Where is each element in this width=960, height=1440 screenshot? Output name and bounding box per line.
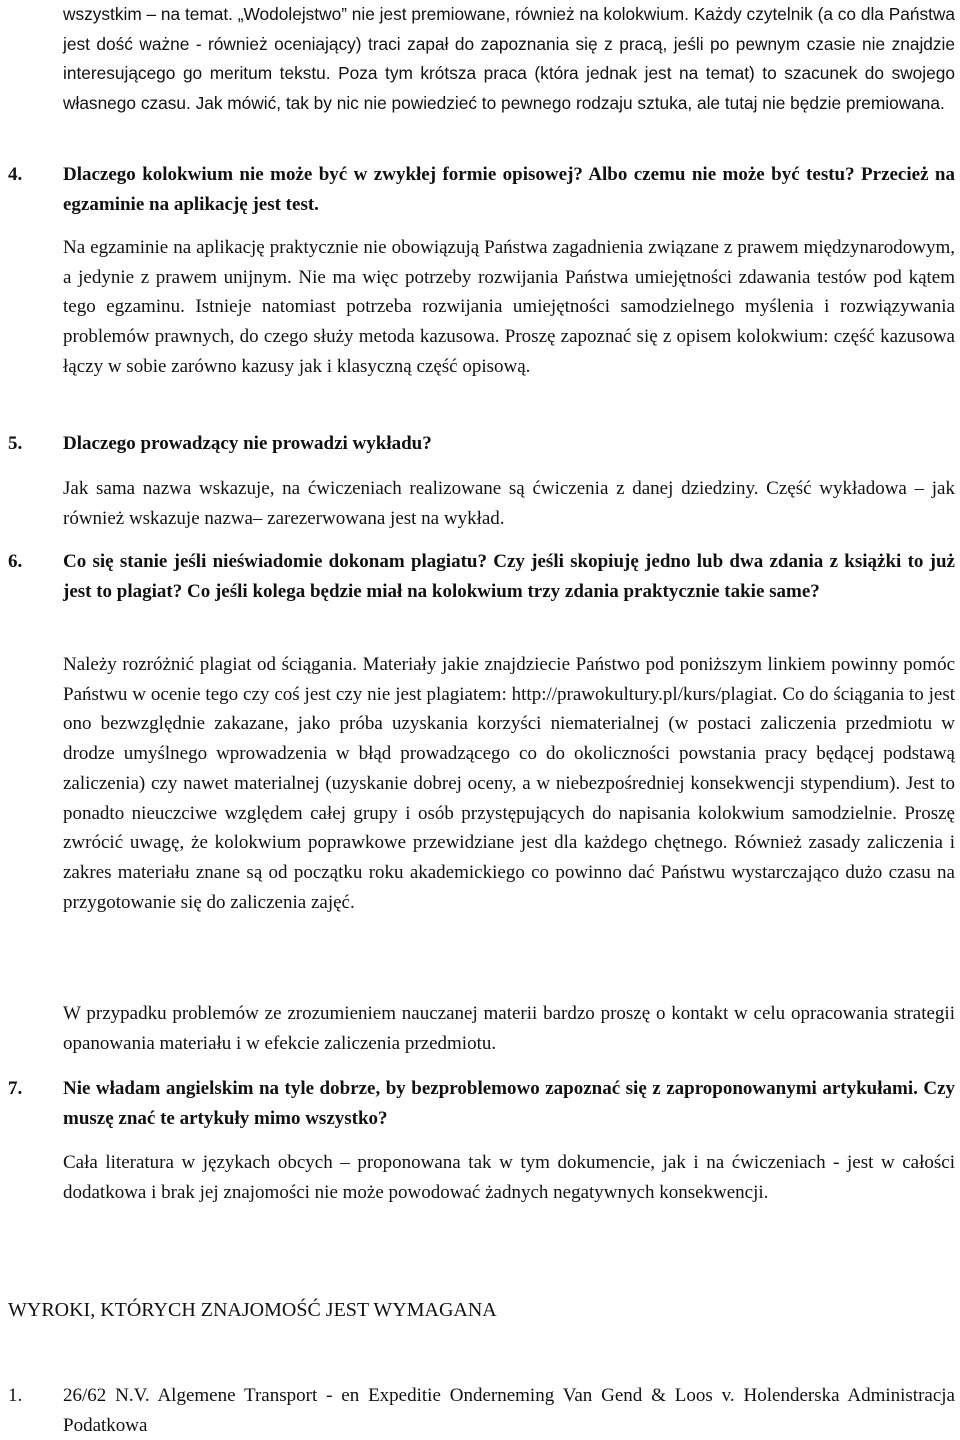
item-number: 5. xyxy=(8,433,23,454)
item-question: Dlaczego prowadzący nie prowadzi wykładu? xyxy=(63,433,432,454)
item-question: Nie władam angielskim na tyle dobrze, by bezproblemowo zapoznać się z zaproponowanymi artykułami. Czy muszę znać te artykuły mimo wszystko? xyxy=(63,1078,955,1129)
intro-paragraph xyxy=(63,0,955,119)
intro-line-3: z pracą, jeśli po pewnym czasie nie znajdzie interesującego go meritum tekstu. xyxy=(63,33,956,84)
ruling-number: 1. xyxy=(8,1385,23,1406)
item-number: 4. xyxy=(8,164,23,185)
item-answer: Należy rozróżnić plagiat od ściągania. Materiały jakie znajdziecie Państwo pod poniższym linkiem powinny pomóc Państwu w ocenie tego czy coś jest czy nie jest plagiatem: http://prawokultury.pl/kurs/plagiat. Co do ściągania to jest ono bezwzględnie zakazane, jako próba uzyskania korzyści niematerialnej (w postaci zaliczenia przedmiotu w drodze umyślnego wprowadzenia w błąd prowadzącego co do okoliczności powstania pracy będącej podstawą zaliczenia) czy nawet materialnej (uzyskanie dobrej oceny, a w niebezpośredniej konsekwencji stypendium). Jest to ponadto nieuczciwe względem całej grupy i osób przystępujących do napisania kolokwium samodzielnie. Proszę zwrócić uwagę, że kolokwium poprawkowe przewidziane jest dla każdego chętnego. Również zasady zaliczenia i zakres materiału znane są od początku roku akademickiego co powinno dać Państwu wystarczająco dużo czasu na przygotowanie się do zaliczenia zajęć. xyxy=(63,654,955,913)
intro-rest: Poza tym krótsza praca (która jednak jest na temat) to szacunek do swojego własnego czasu. Jak mówić, tak by nic nie powiedzieć to pewnego rodzaju sztuka, ale tutaj nie będzie premiowana. xyxy=(63,63,955,114)
item-question: Dlaczego kolokwium nie może być w zwykłej formie opisowej? Albo czemu nie może być testu? Przecież na egzaminie na aplikację jest test. xyxy=(63,164,955,215)
item-answer: Na egzaminie na aplikację praktycznie nie obowiązują Państwa zagadnienia związane z prawem międzynarodowym, a jedynie z prawem unijnym. Nie ma więc potrzeby rozwijania Państwa umiejętności zdawania testów pod kątem tego egzaminu. Istnieje natomiast potrzeba rozwijania umiejętności samodzielnego myślenia i rozwiązywania problemów prawnych, do czego służy metoda kazusowa. Proszę zapoznać się z opisem kolokwium: część kazusowa łączy w sobie zarówno kazusy jak i klasyczną część opisową. xyxy=(63,237,955,377)
item-answer: Jak sama nazwa wskazuje, na ćwiczeniach realizowane są ćwiczenia z danej dziedziny. Część wykładowa – jak również wskazuje nazwa– zarezerwowana jest na wykład. xyxy=(63,478,955,529)
item-question: Co się stanie jeśli nieświadomie dokonam plagiatu? Czy jeśli skopiuję jedno lub dwa zdania z książki to już jest to plagiat? Co jeśli kolega będzie miał na kolokwium trzy zdania praktycznie takie same? xyxy=(63,551,955,602)
ruling-text: 26/62 N.V. Algemene Transport - en Expeditie Onderneming Van Gend & Loos v. Holenderska Administracja Podatkowa xyxy=(63,1385,955,1436)
intro-line-1: wszystkim – na temat. „Wodolejstwo” nie jest premiowane, również na kolokwium. Każdy xyxy=(63,4,742,24)
section-heading: WYROKI, KTÓRYCH ZNAJOMOŚĆ JEST WYMAGANA xyxy=(8,1299,497,1321)
intro-line-2: czytelnik (a co dla Państwa jest dość ważne - również oceniający) traci zapał do zapoznania się xyxy=(63,4,955,54)
item-number: 7. xyxy=(8,1078,23,1099)
item-answer: W przypadku problemów ze zrozumieniem nauczanej materii bardzo proszę o kontakt w celu opracowania strategii opanowania materiału i w efekcie zaliczenia przedmiotu. xyxy=(63,1003,955,1054)
item-answer: Cała literatura w językach obcych – proponowana tak w tym dokumencie, jak i na ćwiczeniach - jest w całości dodatkowa i brak jej znajomości nie może powodować żadnych negatywnych konsekwencji. xyxy=(63,1152,955,1203)
item-number: 6. xyxy=(8,551,23,572)
